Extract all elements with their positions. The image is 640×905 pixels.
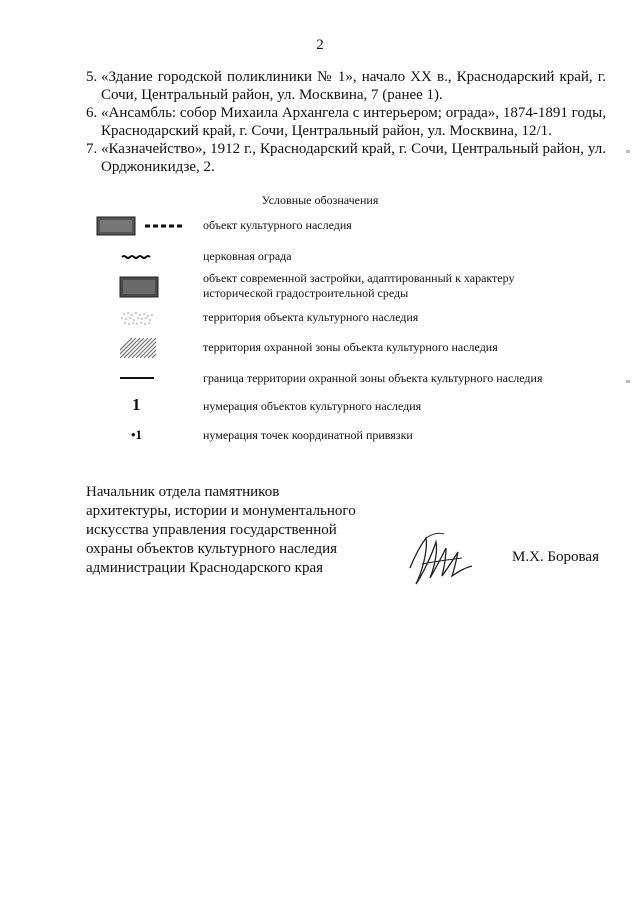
legend-label: объект современной застройки, адаптированный к характеру исторической градостроительной среды xyxy=(203,271,515,300)
legend-label: объект культурного наследия xyxy=(203,218,352,232)
legend-label: церковная ограда xyxy=(203,249,292,263)
page-number: 2 xyxy=(316,37,324,53)
signatory-title-line: охраны объектов культурного наследия xyxy=(86,541,338,557)
legend-row xyxy=(0,306,640,330)
church-fence-symbol xyxy=(90,245,190,269)
legend-row xyxy=(0,270,640,304)
item-text: «Здание городской поликлиники № 1», начало XX в., Краснодарский край, г. Сочи, Центральный район, ул. Москвина, 7 (ранее 1). xyxy=(101,69,606,103)
signatory-title-line: архитектуры, истории и монументального xyxy=(86,503,356,519)
dark-rect-icon xyxy=(90,270,190,304)
legend-row xyxy=(0,395,640,419)
legend-row xyxy=(0,214,640,238)
wavy-line-icon xyxy=(90,245,190,269)
list-item xyxy=(86,140,606,176)
signatory-title-line: Начальник отдела памятников xyxy=(86,484,280,500)
heritage-object-icon xyxy=(90,214,190,238)
item-text: «Казначейство», 1912 г., Краснодарский край, г. Сочи, Центральный район, ул. Орджоникидзе, 2. xyxy=(101,141,606,175)
hatched-patch-icon xyxy=(90,336,190,360)
legend-label: территория объекта культурного наследия xyxy=(203,310,419,324)
heritage-territory-symbol xyxy=(90,306,190,330)
signatory-title xyxy=(86,483,356,578)
scan-artifact xyxy=(626,380,630,383)
legend-label: нумерация объектов культурного наследия xyxy=(203,399,422,413)
legend-row xyxy=(0,336,640,360)
bold-number-sample: 1 xyxy=(132,395,141,414)
item-number: 7. xyxy=(86,141,98,157)
item-number: 6. xyxy=(86,105,98,121)
list-item xyxy=(86,68,606,104)
object-list xyxy=(86,68,606,176)
list-item xyxy=(86,104,606,140)
legend-row xyxy=(0,245,640,269)
signatory-title-line: администрации Краснодарского края xyxy=(86,560,324,576)
signatory-name: М.Х. Боровая xyxy=(512,549,599,565)
dotted-patch-icon xyxy=(90,306,190,330)
legend-label: граница территории охранной зоны объекта культурного наследия xyxy=(203,371,543,385)
zone-boundary-symbol xyxy=(90,367,190,391)
protection-zone-symbol xyxy=(90,336,190,360)
object-numbering-symbol xyxy=(90,395,190,419)
point-numbering-symbol xyxy=(90,424,190,448)
modern-building-symbol xyxy=(90,270,190,304)
legend-label: нумерация точек координатной привязки xyxy=(203,428,413,442)
item-text: «Ансамбль: собор Михаила Архангела с интерьером; ограда», 1874-1891 годы, Краснодарский край, г. Сочи, Центральный район, ул. Москвина, 12/1. xyxy=(101,105,606,139)
scan-artifact xyxy=(626,150,630,153)
legend-row xyxy=(0,424,640,448)
legend-title: Условные обозначения xyxy=(261,193,379,207)
solid-line-icon xyxy=(90,367,190,391)
handwritten-signature xyxy=(402,528,482,590)
signatory-title-line: искусства управления государственной xyxy=(86,522,337,538)
legend-label: территория охранной зоны объекта культурного наследия xyxy=(203,340,498,354)
heritage-object-symbol xyxy=(90,214,190,238)
legend-row xyxy=(0,367,640,391)
item-number: 5. xyxy=(86,69,98,85)
dot-number-sample: •1 xyxy=(131,427,143,442)
